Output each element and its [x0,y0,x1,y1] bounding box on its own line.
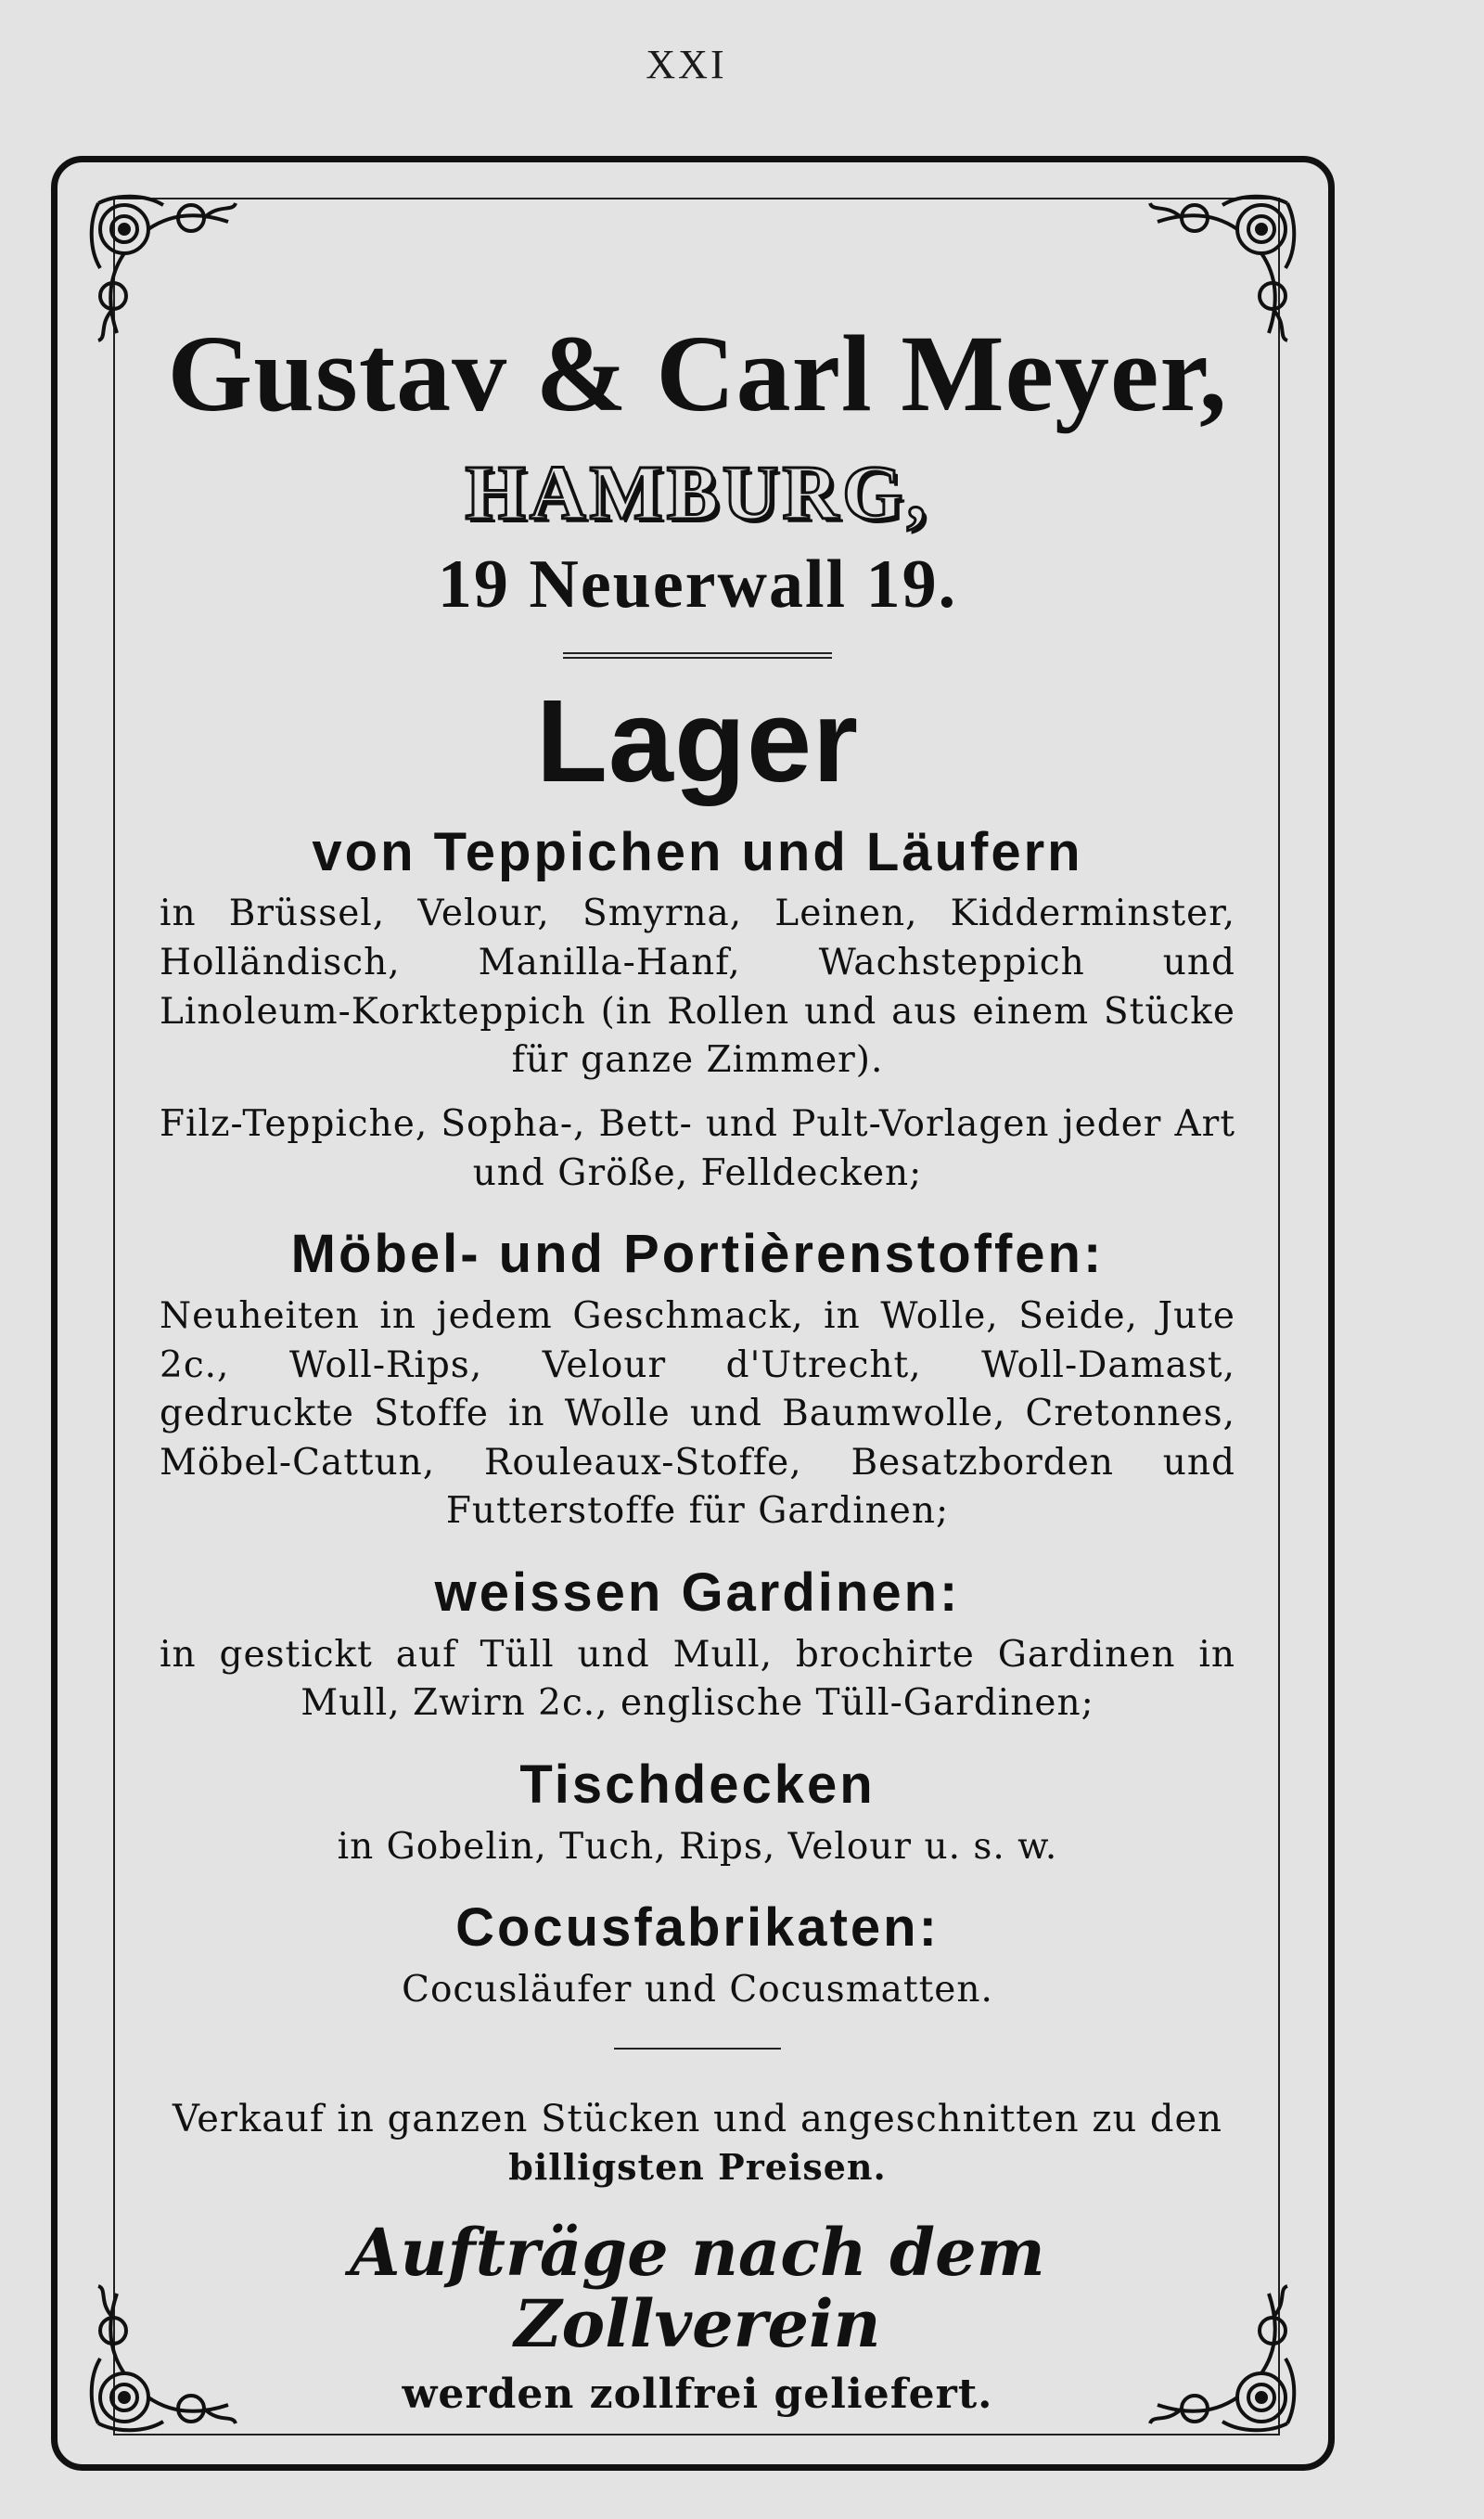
sale-terms-emphasis: billigsten Preisen. [508,2146,887,2189]
headline: Lager [535,675,860,806]
city-name: HAMBURG, [465,449,930,536]
firm-name: Gustav & Carl Meyer, [167,313,1228,434]
street-address: 19 Neuerwall 19. [437,546,958,623]
divider [614,2048,781,2050]
page-number: XXI [646,42,727,87]
section-text-tablecloths: in Gobelin, Tuch, Rips, Velour u. s. w. [337,1825,1058,1868]
section-heading-coir-products: Cocusfabrikaten: [455,1897,940,1959]
advertisement-frame [51,156,1335,2471]
divider [563,652,832,659]
sale-terms: Verkauf in ganzen Stücken und angeschnitten zu den [173,2098,1222,2141]
section-heading-curtains: weissen Gardinen: [434,1562,961,1624]
section-text-carpets: in Brüssel, Velour, Smyrna, Leinen, Kidderminster, Holländisch, Manilla-Hanf, Wachsteppich und Linoleum-Korkteppich (in Rollen und aus einem Stücke für ganze Zimmer). [160,893,1235,1082]
section-text-felt-rugs: Filz-Teppiche, Sopha-, Bett- und Pult-Vorlagen jeder Art und Größe, Felldecken; [160,1103,1235,1194]
duty-free-delivery: werden zollfrei geliefert. [402,2370,993,2418]
section-heading-carpets: von Teppichen und Läufern [312,821,1083,882]
customs-union-orders: Aufträge nach dem Zollverein [350,2213,1045,2362]
advertisement-content [160,313,1235,2418]
section-heading-furniture-fabrics: Möbel- und Portièrenstoffen: [290,1224,1105,1285]
section-text-curtains: in gestickt auf Tüll und Mull, brochirte Gardinen in Mull, Zwirn 2c., englische Tüll-Gardinen; [160,1633,1235,1725]
section-text-furniture-fabrics: Neuheiten in jedem Geschmack, in Wolle, Seide, Jute 2c., Woll-Rips, Velour d'Utrecht, Woll-Damast, gedruckte Stoffe in Wolle und Baumwolle, Cretonnes, Möbel-Cattun, Rouleaux-Stoffe, Besatzborden und Futterstoffe für Gardinen; [160,1294,1235,1533]
section-text-coir-products: Cocusläufer und Cocusmatten. [402,1968,993,2011]
section-heading-tablecloths: Tischdecken [519,1754,876,1815]
